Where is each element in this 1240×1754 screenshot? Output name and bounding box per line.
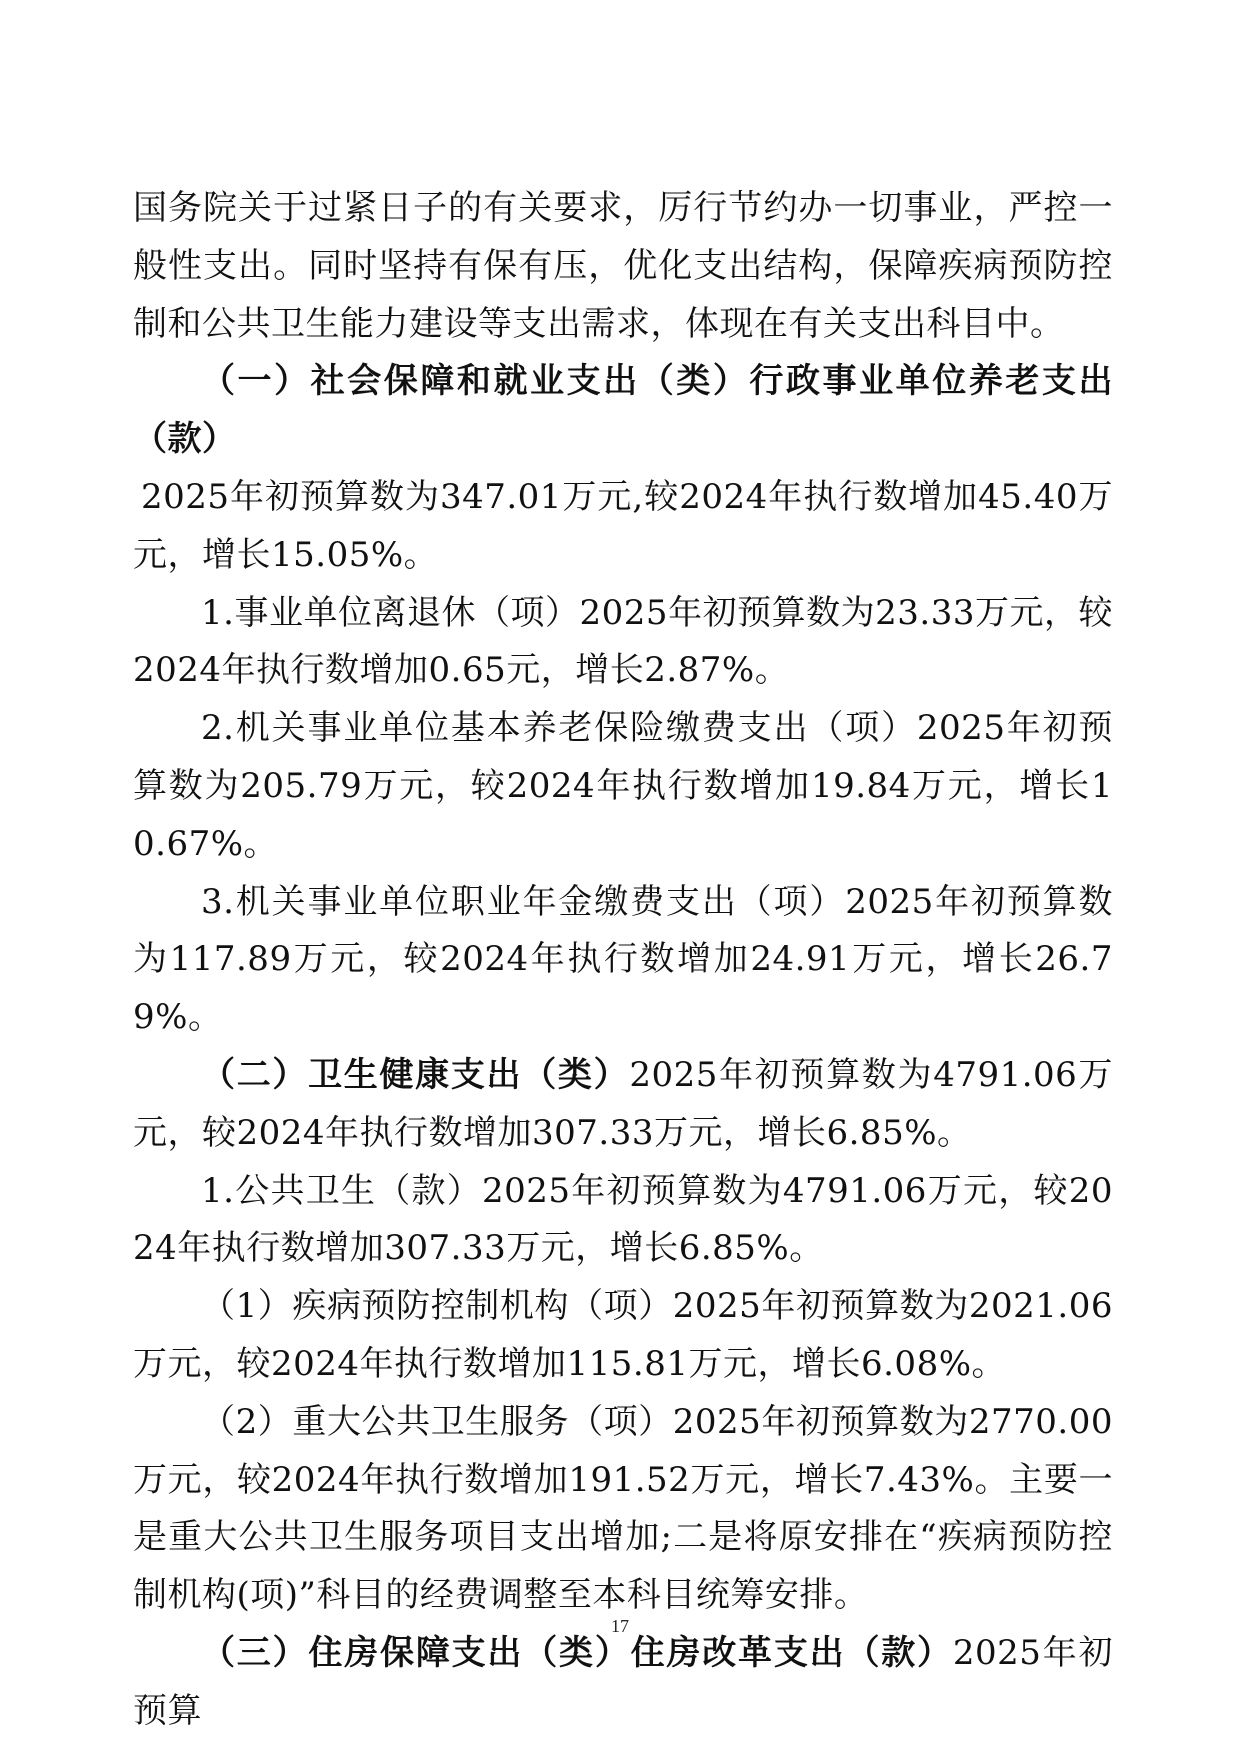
section-heading-social-security [133,353,1113,469]
paragraph-text: 1.公共卫生（款）2025年初预算数为4791.06万元，较2024年执行数增加307.33万元，增长6.85%。 [133,1170,1113,1269]
paragraph-text: 2025年初预算数为347.01万元,较2024年执行数增加45.40万元，增长15.05%。 [133,476,1113,575]
paragraph-text: 3.机关事业单位职业年金缴费支出（项）2025年初预算数为117.89万元，较2024年执行数增加24.91万元，增长26.79%。 [133,881,1113,1038]
paragraph-text: 2.机关事业单位基本养老保险缴费支出（项）2025年初预算数为205.79万元，较2024年执行数增加19.84万元，增长10.67%。 [133,708,1113,864]
paragraph-text: 2025年初预算 [133,1632,1114,1731]
paragraph-item-public-health [133,1163,1113,1279]
paragraph-intro-continued [133,180,1113,353]
paragraph-health-expenditure [133,1047,1113,1163]
paragraph-item-occupational-annuity [133,874,1113,1047]
paragraph-text: 2025年初预算数为4791.06万元，较2024年执行数增加307.33万元，增长6.85%。 [133,1054,1113,1153]
document-body [133,180,1113,1741]
section-heading-text: （二）卫生健康支出（类） [201,1054,630,1095]
section-heading-text: （一）社会保障和就业支出（类）行政事业单位养老支出（款） [133,361,1113,460]
paragraph-item-major-public-health [133,1394,1113,1625]
page-number: 17 [611,1616,629,1636]
paragraph-social-security-total [133,469,1113,585]
paragraph-text: 1.事业单位离退休（项）2025年初预算数为23.33万元，较2024年执行数增加0.65元，增长2.87%。 [133,592,1113,691]
paragraph-text: （1）疾病预防控制机构（项）2025年初预算数为2021.06万元，较2024年执行数增加115.81万元，增长6.08%。 [133,1286,1113,1384]
paragraph-item-retirement [133,585,1113,701]
paragraph-item-basic-pension [133,700,1113,873]
paragraph-item-disease-control [133,1278,1113,1394]
paragraph-housing-expenditure [133,1625,1113,1741]
section-heading-text: （三）住房保障支出（类）住房改革支出（款） [201,1632,953,1673]
paragraph-text: 国务院关于过紧日子的有关要求，厉行节约办一切事业，严控一般性支出。同时坚持有保有压，优化支出结构，保障疾病预防控制和公共卫生能力建设等支出需求，体现在有关支出科目中。 [133,188,1113,344]
paragraph-text: （2）重大公共卫生服务（项）2025年初预算数为2770.00万元，较2024年执行数增加191.52万元，增长7.43%。主要一是重大公共卫生服务项目支出增加;二是将原安排在“疾病预防控制机构(项)”科目的经费调整至本科目统筹安排。 [133,1401,1113,1616]
